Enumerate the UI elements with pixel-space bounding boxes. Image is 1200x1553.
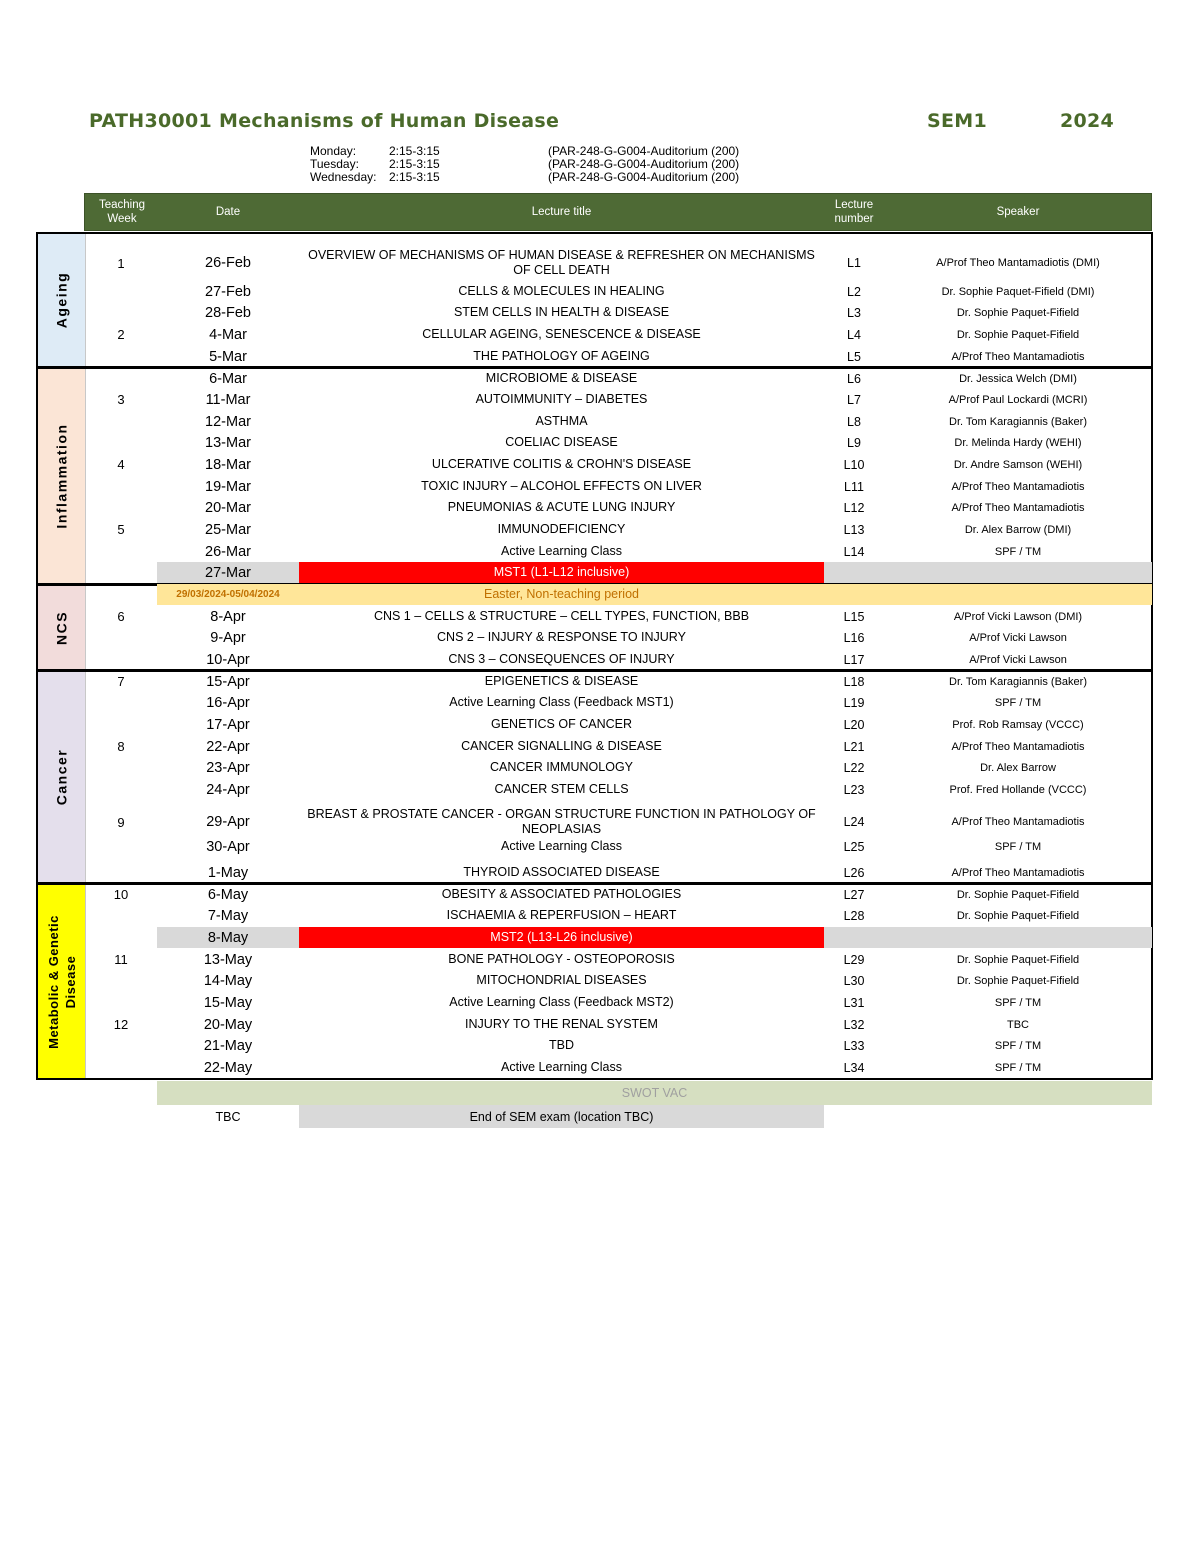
speaker-cell: Dr. Tom Karagiannis (Baker) — [949, 415, 1087, 428]
date-cell: 28-Feb — [205, 304, 251, 321]
table-row — [0, 736, 1200, 757]
lecture-number-cell: L2 — [847, 284, 861, 299]
table-row — [0, 862, 1200, 883]
table-row — [0, 671, 1200, 692]
header-date: Date — [215, 206, 241, 218]
speaker-cell: Dr. Sophie Paquet-Fifield (DMI) — [941, 285, 1095, 298]
lecture-title-cell: ASTHMA — [535, 414, 588, 428]
lecture-title-cell: ISCHAEMIA & REPERFUSION – HEART — [446, 908, 677, 922]
date-cell: 10-Apr — [206, 651, 250, 668]
speaker-cell: A/Prof Theo Mantamadiotis — [951, 350, 1085, 363]
lecture-number-cell: L23 — [843, 782, 865, 797]
lecture-number-cell: L8 — [847, 414, 861, 429]
lecture-title-cell: OVERVIEW OF MECHANISMS OF HUMAN DISEASE & REFRESHER ON MECHANISMS OF CELL DEATH — [308, 248, 815, 277]
speaker-cell: SPF / TM — [994, 545, 1042, 558]
teaching-week-cell — [90, 1057, 152, 1078]
swotvac-row — [0, 1081, 1200, 1105]
lecture-title-cell: CELLULAR AGEING, SENESCENCE & DISEASE — [422, 327, 701, 341]
table-row — [0, 884, 1200, 905]
speaker-cell: A/Prof Paul Lockardi (MCRI) — [948, 393, 1088, 406]
header-lecture-number: Lecture number — [834, 199, 874, 225]
speaker-cell: A/Prof Theo Mantamadiotis — [951, 501, 1085, 514]
table-row — [0, 949, 1200, 970]
lecture-number-cell: L28 — [843, 908, 865, 923]
date-cell: 14-May — [203, 972, 253, 989]
table-row — [0, 368, 1200, 389]
table-row — [0, 927, 1200, 948]
teaching-week-cell — [90, 927, 152, 948]
date-cell: 8-May — [157, 927, 299, 948]
schedule-room: (PAR-248-G-G004-Auditorium (200) — [548, 157, 740, 171]
speaker-cell: Dr. Sophie Paquet-Fifield — [956, 306, 1080, 319]
lecture-number-cell: L31 — [843, 995, 865, 1010]
table-row — [0, 606, 1200, 627]
lecture-number-cell: L19 — [843, 695, 865, 710]
exam-title: End of SEM exam (location TBC) — [299, 1105, 824, 1128]
table-row — [0, 519, 1200, 540]
table-row — [0, 346, 1200, 367]
speaker-cell: A/Prof Theo Mantamadiotis (DMI) — [936, 257, 1100, 269]
speaker-cell: SPF / TM — [994, 1039, 1042, 1052]
lecture-number-cell: L25 — [843, 839, 865, 854]
speaker-cell: Dr. Melinda Hardy (WEHI) — [954, 436, 1082, 449]
lecture-number-cell — [824, 927, 884, 948]
teaching-week-cell: 2 — [117, 327, 125, 342]
date-cell: 17-Apr — [206, 716, 250, 733]
date-cell: 20-Mar — [205, 499, 251, 516]
lecture-number-cell: L27 — [843, 887, 865, 902]
lecture-title-cell: BONE PATHOLOGY - OSTEOPOROSIS — [448, 952, 675, 966]
lecture-title-cell: CANCER IMMUNOLOGY — [489, 760, 634, 774]
date-cell: 6-Mar — [209, 370, 247, 387]
date-cell: 21-May — [203, 1037, 253, 1054]
exam-date: TBC — [215, 1109, 241, 1124]
table-row — [0, 649, 1200, 670]
table-row — [0, 1014, 1200, 1035]
lecture-title-cell: Active Learning Class — [501, 544, 622, 558]
speaker-cell: SPF / TM — [994, 696, 1042, 709]
teaching-week-cell — [90, 562, 152, 583]
lecture-title-cell: CNS 3 – CONSEQUENCES OF INJURY — [448, 652, 675, 666]
lecture-title-cell: MICROBIOME & DISEASE — [485, 371, 638, 385]
lecture-title-cell: STEM CELLS IN HEALTH & DISEASE — [453, 305, 670, 319]
teaching-week-cell — [90, 992, 152, 1013]
table-row — [0, 411, 1200, 432]
lecture-number-cell: L13 — [843, 522, 865, 537]
lecture-title-cell: PNEUMONIAS & ACUTE LUNG INJURY — [447, 500, 676, 514]
teaching-week-cell: 1 — [117, 255, 125, 271]
schedule-day: Tuesday: — [310, 157, 359, 171]
table-row — [0, 970, 1200, 991]
speaker-cell: Dr. Alex Barrow — [980, 761, 1056, 774]
speaker-cell: A/Prof Vicki Lawson (DMI) — [953, 610, 1083, 623]
speaker-cell: Prof. Rob Ramsay (VCCC) — [952, 718, 1084, 731]
speaker-cell: Dr. Alex Barrow (DMI) — [964, 523, 1072, 536]
section-label-ncs: NCS — [53, 610, 69, 645]
teaching-week-cell — [90, 411, 152, 432]
speaker-cell: Dr. Sophie Paquet-Fifield — [956, 974, 1080, 987]
header-teaching-week: Teaching Week — [98, 199, 146, 225]
teaching-week-cell — [90, 432, 152, 453]
date-cell: 27-Mar — [157, 562, 299, 583]
lecture-number-cell: L10 — [843, 457, 865, 472]
teaching-week-cell — [90, 836, 152, 857]
table-row — [0, 836, 1200, 857]
course-title: PATH30001 Mechanisms of Human Disease — [89, 110, 560, 132]
table-row — [0, 324, 1200, 345]
lecture-number-cell: L3 — [847, 305, 861, 320]
date-cell: 8-Apr — [210, 608, 246, 625]
teaching-week-cell: 5 — [117, 522, 125, 537]
header-lecture-title: Lecture title — [531, 206, 592, 218]
lecture-number-cell: L24 — [843, 815, 865, 829]
schedule-day: Wednesday: — [310, 170, 377, 184]
lecture-number-cell: L5 — [847, 349, 861, 364]
date-cell: 29-Apr — [206, 814, 250, 830]
lecture-title-cell: Active Learning Class — [501, 1060, 622, 1074]
lecture-number-cell: L14 — [843, 544, 865, 559]
schedule-time: 2:15-3:15 — [389, 157, 440, 171]
teaching-week-cell — [90, 779, 152, 800]
speaker-cell — [884, 927, 1152, 948]
teaching-week-cell — [90, 970, 152, 991]
table-row — [0, 992, 1200, 1013]
table-row — [0, 627, 1200, 648]
lecture-number-cell: L1 — [847, 256, 861, 270]
lecture-number-cell: L20 — [843, 717, 865, 732]
final-exam-row — [0, 1105, 1200, 1128]
teaching-week-cell — [90, 692, 152, 713]
date-cell: 4-Mar — [209, 326, 247, 343]
speaker-cell: Dr. Sophie Paquet-Fifield — [956, 953, 1080, 966]
lecture-title-cell: Easter, Non-teaching period — [299, 584, 824, 605]
lecture-number-cell: L11 — [844, 479, 864, 494]
lecture-title-cell: Active Learning Class (Feedback MST1) — [449, 695, 674, 709]
lecture-number-cell: L29 — [843, 952, 865, 967]
table-row — [0, 432, 1200, 453]
date-cell: 13-Mar — [205, 434, 251, 451]
table-row — [0, 805, 1200, 839]
schedule-time: 2:15-3:15 — [389, 144, 440, 158]
date-cell: 22-Apr — [206, 738, 250, 755]
teaching-week-cell — [90, 905, 152, 926]
lecture-number-cell: L6 — [847, 371, 861, 386]
date-cell: 1-May — [207, 864, 249, 881]
teaching-week-cell — [90, 649, 152, 670]
lecture-title-cell: OBESITY & ASSOCIATED PATHOLOGIES — [441, 887, 682, 901]
table-row — [0, 1057, 1200, 1078]
section-label-inflammation: Inflammation — [53, 423, 69, 529]
speaker-cell: Dr. Jessica Welch (DMI) — [959, 372, 1077, 385]
date-cell: 25-Mar — [205, 521, 251, 538]
speaker-cell: Dr. Tom Karagiannis (Baker) — [949, 675, 1087, 688]
teaching-week-cell: 9 — [117, 814, 125, 830]
table-row — [0, 714, 1200, 735]
table-row — [0, 584, 1200, 605]
lecture-number-cell: L21 — [843, 739, 865, 754]
date-cell: 11-Mar — [205, 391, 251, 408]
table-row — [0, 246, 1200, 280]
date-cell: 6-May — [207, 886, 249, 903]
lecture-number-cell: L34 — [843, 1060, 865, 1075]
table-row — [0, 692, 1200, 713]
lecture-title-cell: BREAST & PROSTATE CANCER - ORGAN STRUCTURE FUNCTION IN PATHOLOGY OF NEOPLASIAS — [307, 807, 816, 836]
lecture-number-cell: L15 — [843, 609, 865, 624]
lecture-number-cell: L17 — [843, 652, 865, 667]
teaching-week-cell: 10 — [113, 887, 129, 902]
speaker-cell: Dr. Andre Samson (WEHI) — [953, 458, 1083, 471]
teaching-week-cell — [90, 541, 152, 562]
lecture-title-cell: CELLS & MOLECULES IN HEALING — [458, 284, 665, 298]
speaker-cell — [884, 584, 1152, 605]
teaching-week-cell: 7 — [117, 674, 125, 689]
teaching-week-cell — [90, 627, 152, 648]
section-label-cancer: Cancer — [53, 748, 69, 806]
speaker-cell — [884, 562, 1152, 583]
section-label-ageing: Ageing — [53, 271, 69, 329]
lecture-title-cell: MST1 (L1-L12 inclusive) — [299, 562, 824, 583]
lecture-title-cell: THYROID ASSOCIATED DISEASE — [463, 865, 660, 879]
table-row — [0, 757, 1200, 778]
date-cell: 19-Mar — [205, 478, 251, 495]
date-cell: 7-May — [207, 907, 249, 924]
date-cell: 16-Apr — [206, 694, 250, 711]
teaching-week-cell — [90, 1035, 152, 1056]
teaching-week-cell — [90, 302, 152, 323]
section-label-metabolic: Metabolic & Genetic Disease — [45, 914, 78, 1049]
header-speaker: Speaker — [996, 206, 1040, 218]
lecture-title-cell: CNS 1 – CELLS & STRUCTURE – CELL TYPES, FUNCTION, BBB — [373, 609, 750, 623]
date-cell: 26-Mar — [205, 543, 251, 560]
table-row — [0, 1035, 1200, 1056]
lecture-title-cell: THE PATHOLOGY OF AGEING — [473, 349, 650, 363]
lecture-title-cell: CANCER SIGNALLING & DISEASE — [461, 739, 662, 753]
lecture-title-cell: ULCERATIVE COLITIS & CROHN'S DISEASE — [431, 457, 692, 471]
lecture-title-cell: MITOCHONDRIAL DISEASES — [476, 973, 647, 987]
speaker-cell: A/Prof Vicki Lawson — [969, 653, 1067, 666]
semester-label: SEM1 — [927, 110, 987, 132]
lecture-title-cell: CNS 2 – INJURY & RESPONSE TO INJURY — [437, 630, 686, 644]
lecture-title-cell: COELIAC DISEASE — [505, 435, 618, 449]
schedule-room: (PAR-248-G-G004-Auditorium (200) — [548, 170, 740, 184]
swotvac-label: SWOT VAC — [157, 1081, 1152, 1105]
lecture-number-cell: L26 — [843, 865, 865, 880]
teaching-week-cell: 6 — [117, 609, 125, 624]
lecture-number-cell: L22 — [843, 760, 865, 775]
speaker-cell: Dr. Sophie Paquet-Fifield — [956, 888, 1080, 901]
table-row — [0, 302, 1200, 323]
date-cell: 12-Mar — [205, 413, 251, 430]
date-cell: 18-Mar — [205, 456, 251, 473]
lecture-title-cell: EPIGENETICS & DISEASE — [484, 674, 639, 688]
date-cell: 22-May — [203, 1059, 253, 1076]
date-cell: 20-May — [203, 1016, 253, 1033]
date-cell: 27-Feb — [205, 283, 251, 300]
speaker-cell: TBC — [1007, 1018, 1029, 1031]
speaker-cell: SPF / TM — [994, 1061, 1042, 1074]
speaker-cell: A/Prof Theo Mantamadiotis — [951, 866, 1085, 879]
date-cell: 29/03/2024-05/04/2024 — [157, 584, 299, 605]
date-cell: 23-Apr — [206, 759, 250, 776]
speaker-cell: SPF / TM — [994, 996, 1042, 1009]
teaching-week-cell: 11 — [114, 952, 128, 967]
speaker-cell: A/Prof Theo Mantamadiotis — [951, 816, 1085, 828]
teaching-week-cell: 3 — [117, 392, 125, 407]
lecture-number-cell — [824, 584, 884, 605]
speaker-cell: Prof. Fred Hollande (VCCC) — [949, 783, 1087, 796]
lecture-title-cell: IMMUNODEFICIENCY — [497, 522, 626, 536]
lecture-title-cell: TOXIC INJURY – ALCOHOL EFFECTS ON LIVER — [421, 479, 702, 493]
year-label: 2024 — [1060, 110, 1115, 132]
teaching-week-cell: 8 — [117, 739, 125, 754]
table-row — [0, 454, 1200, 475]
lecture-number-cell: L7 — [847, 392, 861, 407]
date-cell: 5-Mar — [209, 348, 247, 365]
date-cell: 15-May — [203, 994, 253, 1011]
table-row — [0, 541, 1200, 562]
date-cell: 26-Feb — [205, 255, 251, 271]
teaching-week-cell — [90, 714, 152, 735]
date-cell: 15-Apr — [206, 673, 250, 690]
table-row — [0, 497, 1200, 518]
schedule-time: 2:15-3:15 — [389, 170, 440, 184]
lecture-title-cell: MST2 (L13-L26 inclusive) — [299, 927, 824, 948]
lecture-title-cell: INJURY TO THE RENAL SYSTEM — [465, 1017, 658, 1031]
teaching-week-cell: 4 — [117, 457, 125, 472]
lecture-title-cell: CANCER STEM CELLS — [494, 782, 629, 796]
teaching-week-cell — [90, 281, 152, 302]
lecture-number-cell: L16 — [843, 630, 865, 645]
teaching-week-cell — [90, 476, 152, 497]
table-row — [0, 779, 1200, 800]
teaching-week-cell — [90, 862, 152, 883]
speaker-cell: SPF / TM — [994, 840, 1042, 853]
teaching-week-cell — [90, 497, 152, 518]
teaching-week-cell — [90, 368, 152, 389]
table-row — [0, 281, 1200, 302]
date-cell: 13-May — [203, 951, 253, 968]
teaching-week-cell: 12 — [113, 1017, 129, 1032]
lecture-title-cell: Active Learning Class (Feedback MST2) — [449, 995, 674, 1009]
lecture-number-cell: L33 — [843, 1038, 865, 1053]
lecture-title-cell: AUTOIMMUNITY – DIABETES — [475, 392, 648, 406]
table-row — [0, 389, 1200, 410]
lecture-number-cell: L18 — [843, 674, 865, 689]
speaker-cell: A/Prof Vicki Lawson — [969, 631, 1067, 644]
lecture-title-cell: GENETICS OF CANCER — [491, 717, 632, 731]
date-cell: 30-Apr — [206, 838, 250, 855]
lecture-number-cell: L30 — [843, 973, 865, 988]
lecture-title-cell: TBD — [549, 1038, 574, 1052]
lecture-number-cell: L9 — [847, 435, 861, 450]
teaching-week-cell — [90, 346, 152, 367]
teaching-week-cell — [90, 757, 152, 778]
date-cell: 24-Apr — [206, 781, 250, 798]
date-cell: 9-Apr — [210, 629, 246, 646]
lecture-number-cell — [824, 562, 884, 583]
table-row — [0, 905, 1200, 926]
speaker-cell: A/Prof Theo Mantamadiotis — [951, 740, 1085, 753]
lecture-number-cell: L4 — [847, 327, 861, 342]
lecture-title-cell: Active Learning Class — [501, 839, 622, 853]
speaker-cell: Dr. Sophie Paquet-Fifield — [956, 328, 1080, 341]
table-row — [0, 476, 1200, 497]
speaker-cell: A/Prof Theo Mantamadiotis — [951, 480, 1085, 493]
lecture-number-cell: L32 — [843, 1017, 865, 1032]
schedule-day: Monday: — [310, 144, 357, 158]
speaker-cell: Dr. Sophie Paquet-Fifield — [956, 909, 1080, 922]
teaching-week-cell — [90, 584, 152, 605]
lecture-number-cell: L12 — [843, 500, 865, 515]
table-row — [0, 562, 1200, 583]
table-header — [84, 193, 1152, 231]
schedule-room: (PAR-248-G-G004-Auditorium (200) — [548, 144, 740, 158]
